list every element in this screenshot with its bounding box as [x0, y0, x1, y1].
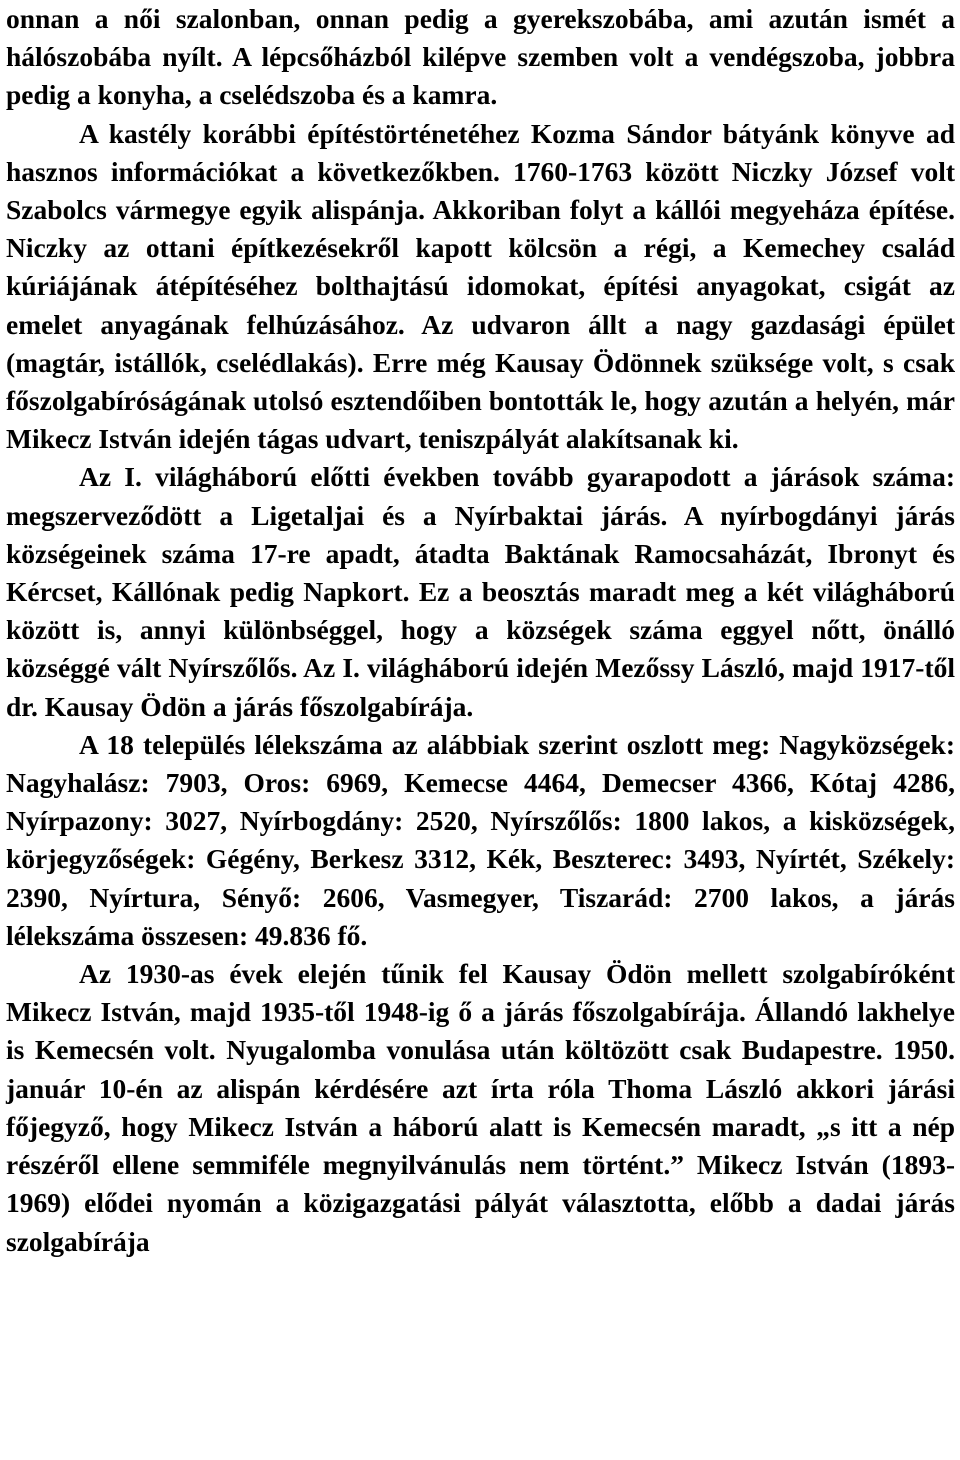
paragraph-kastely-history: A kastély korábbi építéstörténetéhez Kozma Sándor bátyánk könyve ad hasznos információkat a következőkben. 1760-1763 között Niczky József volt Szabolcs vármegye egyik alispánja. Akkoriban folyt a kállói megyeháza építése. Niczky az ottani építkezésekről kapott kölcsön a régi, a Kemechey család kúriájának átépítéséhez bolthajtású idomokat, építési anyagokat, csigát az emelet anyagának felhúzásához. Az udvaron állt a nagy gazdasági épület (magtár, istállók, cselédlakás). Erre még Kausay Ödönnek szüksége volt, s csak főszolgabíróságának utolsó esztendőiben bontották le, hogy azután a helyén, már Mikecz István idején tágas udvart, teniszpályát alakítsanak ki.: [6, 117, 955, 455]
paragraph-mikecz: Az 1930-as évek elején tűnik fel Kausay Ödön mellett szolgabíróként Mikecz István, majd 1935-től 1948-ig ő a járás főszolgabírája. Állandó lakhelye is Kemecsén volt. Nyugalomba vonulása után költözött csak Budapestre. 1950. január 10-én az alispán kérdésére azt írta róla Thoma László akkori járási főjegyző, hogy Mikecz István a háború alatt is Kemecsén maradt, „s itt a nép részéről ellene semmiféle megnyilvánulás nem történt.” Mikecz István (1893-1969) elődei nyomán a közigazgatási pályát választotta, előbb a dadai járás szolgabírája: [6, 958, 955, 1257]
paragraph-jarasok: Az I. világháború előtti években tovább gyarapodott a járások száma: megszerveződött a Ligetaljai és a Nyírbaktai járás. A nyírbogdányi járás községeinek száma 17-re apadt, átadta Baktának Ramocsaházát, Ibronyt és Kércset, Kállónak pedig Napkort. Ez a beosztás maradt meg a két világháború között is, annyi különbséggel, hogy a községek száma eggyel nőtt, önálló községgé vált Nyírszőlős. Az I. világháború idején Mezőssy László, majd 1917-től dr. Kausay Ödön a járás főszolgabírája.: [6, 461, 955, 722]
paragraph-kastely-rooms: onnan a női szalonban, onnan pedig a gyerekszobába, ami azután ismét a hálószobába nyílt. A lépcsőházból kilépve szemben volt a vendégszoba, jobbra pedig a konyha, a cselédszoba és a kamra.: [6, 3, 955, 111]
paragraph-lelekszam: A 18 település lélekszáma az alábbiak szerint oszlott meg: Nagyközségek: Nagyhalász: 7903, Oros: 6969, Kemecse 4464, Demecser 4366, Kótaj 4286, Nyírpazony: 3027, Nyírbogdány: 2520, Nyírszőlős: 1800 lakos, a kisközségek, körjegyzőségek: Gégény, Berkesz 3312, Kék, Beszterec: 3493, Nyírtét, Székely: 2390, Nyírtura, Sényő: 2606, Vasmegyer, Tiszarád: 2700 lakos, a járás lélekszáma összesen: 49.836 fő.: [6, 728, 955, 951]
